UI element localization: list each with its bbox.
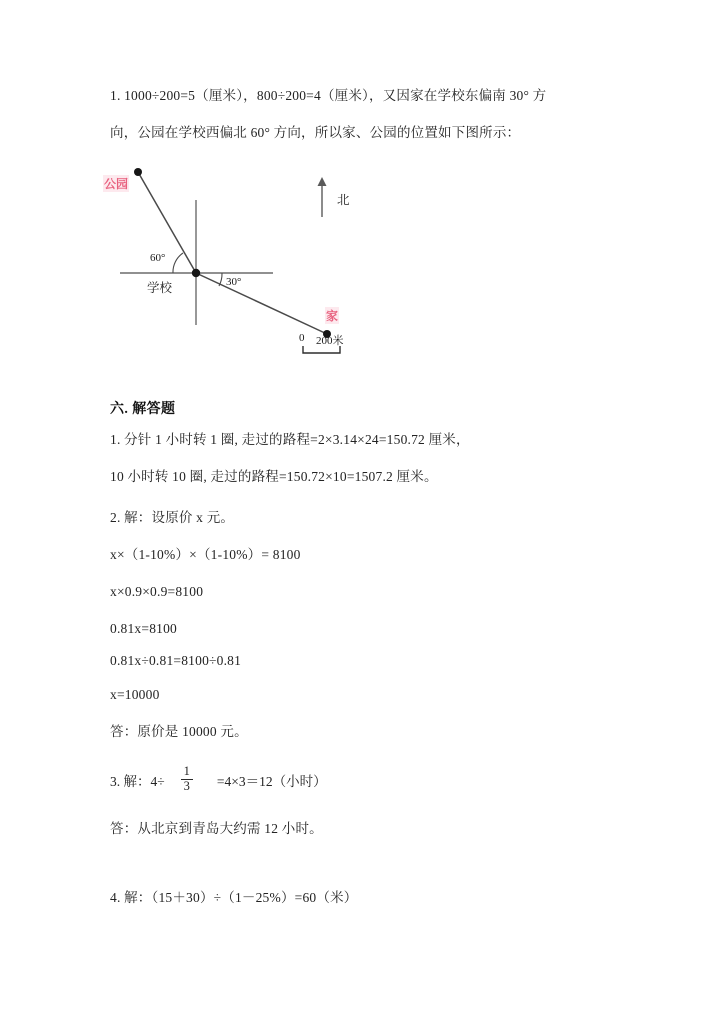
paragraph-line: 1. 1000÷200=5（厘米），800÷200=4（厘米），又因家在学校东偏南 30° 方 (110, 88, 547, 103)
angle-arc-60 (173, 253, 183, 273)
ray-to-home (196, 273, 327, 334)
point-park (134, 168, 142, 176)
label-scale-zero: 0 (299, 332, 305, 344)
paragraph-line: 向，公园在学校西偏北 60° 方向，所以家、公园的位置如下图所示： (110, 125, 521, 140)
fraction-line-suffix: =4×3＝12（小时） (216, 774, 327, 789)
fraction-answer-line (110, 766, 327, 794)
answer-line: 答：从北京到青岛大约需 12 小时。 (110, 821, 323, 836)
label-school: 学校 (147, 281, 173, 295)
answer-line: 4. 解：（15＋30）÷（1－25%）=60（米） (110, 890, 358, 905)
label-park: 公园 (104, 177, 129, 191)
label-angle-60: 60° (150, 252, 166, 264)
label-north: 北 (337, 193, 350, 207)
label-angle-30: 30° (226, 276, 242, 288)
answer-line: 0.81x=8100 (110, 621, 177, 636)
point-school (192, 269, 200, 277)
fraction-numerator: 1 (183, 764, 190, 778)
diagram-svg (95, 160, 395, 375)
label-home: 家 (326, 309, 339, 323)
answer-line: 0.81x÷0.81=8100÷0.81 (110, 653, 242, 668)
fraction (181, 765, 193, 793)
answer-line: x=10000 (110, 687, 160, 702)
angle-arc-30 (219, 273, 222, 286)
direction-diagram (95, 160, 395, 375)
ray-to-park (138, 172, 196, 273)
north-arrow-head (318, 177, 327, 186)
answer-line: 答：原价是 10000 元。 (110, 724, 248, 739)
section-heading: 六. 解答题 (110, 402, 176, 417)
fraction-line-prefix: 3. 解：4÷ (110, 774, 165, 789)
answer-line: x×（1-10%）×（1-10%）= 8100 (110, 547, 301, 562)
answer-line: x×0.9×0.9=8100 (110, 584, 204, 599)
fraction-denominator: 3 (181, 779, 193, 794)
answer-line: 10 小时转 10 圈, 走过的路程=150.72×10=1507.2 厘米。 (110, 469, 438, 484)
answer-line: 1. 分针 1 小时转 1 圈, 走过的路程=2×3.14×24=150.72 厘米， (110, 432, 470, 447)
answer-line: 2. 解：设原价 x 元。 (110, 510, 235, 525)
label-scale-value: 200米 (316, 335, 344, 347)
